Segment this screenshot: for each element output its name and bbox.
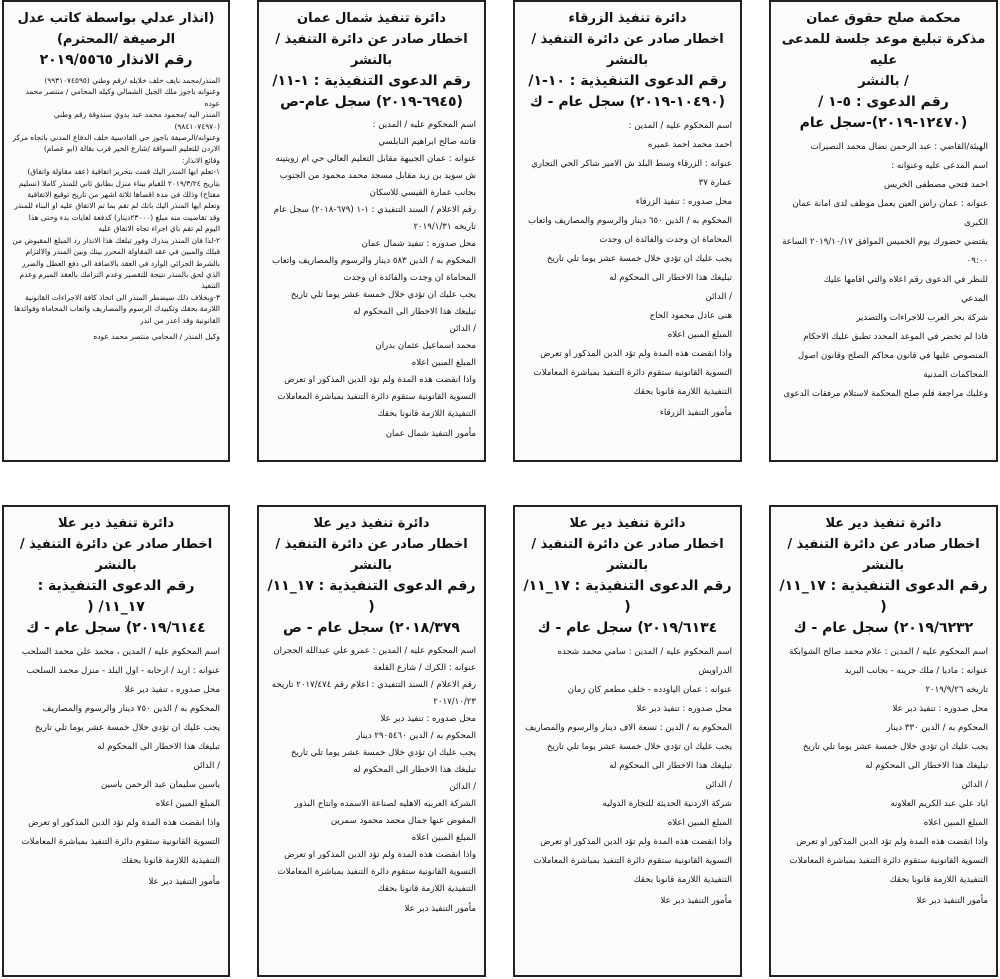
body-line: عنوانه : الزرقاء وسط البلد ش الامير شاكر الحي التجاري عمارة ٣٧ [531, 159, 732, 188]
body-line: اسم المحكوم عليه / المدين : [628, 121, 732, 131]
notice-signature: مأمور التنفيذ الزرقاء [659, 408, 732, 418]
body-line: ياسين سليمان عبد الرحمن ياسين [101, 780, 220, 790]
body-line: المنذر اليه /محمود محمد عبد بدوي سندوقة رقم وطني (٩٨٤١٠٧٤٩٧٠) [53, 110, 220, 131]
body-line: المحكوم به / الدين ٢٩٠٥٤٦٠ دينار [356, 731, 476, 741]
body-line: يجب عليك ان تؤدي خلال خمسة عشر يوما تلي تاريخ تبليغك هذا الاخطار الى المحكوم له [290, 290, 476, 317]
page-divider [0, 472, 1000, 486]
notice-body [12, 75, 220, 326]
header-line: مذكرة تبليغ موعد جلسة للمدعى عليه [781, 32, 986, 68]
body-line: اسم المدعى عليه وعنوانه : [891, 161, 988, 171]
header-line: (١٢٤٧٠-٢٠١٩)-سجل عام [799, 115, 968, 131]
body-line: / الدائن [193, 761, 220, 771]
body-line: واذا انقضت هذه المدة ولم تؤد الدين المذكور او تعرض التسوية القانونية ستقوم دائرة التنفيذ بمباشرة المعاملات التنفيذية اللازمة قانونا بحقك [277, 850, 476, 894]
body-line: محل صدوره : تنفيذ دير علا [892, 704, 988, 714]
notice-deir-alla-379 [257, 505, 486, 977]
body-line: محل صدوره : تنفيذ شمال عمان [361, 239, 476, 249]
header-line: ٢٠١٩/٦١٤٤) سجل عام - ك [26, 620, 206, 636]
body-line: اسم المحكوم عليه / المدين : سامي محمد شحده الدراويش [557, 647, 732, 676]
body-line: اسم المحكوم عليه / المدين ، محمد علي محمد السلحب [21, 647, 220, 657]
header-line: (١٠٤٩٠-٢٠١٩) سجل عام - ك [529, 94, 726, 110]
body-line: يجب عليك ان تؤدي خلال خمسة عشر يوما تلي تاريخ تبليغك هذا الاخطار الى المحكوم له [290, 748, 476, 775]
header-line: ٢٠١٩/٦١٣٤) سجل عام - ك [537, 620, 718, 636]
notice-header [779, 513, 988, 639]
body-line: وعنوانه/الرصيفة باجوز حي القادسية خلف الدفاع المدني باتجاه مركز الاردن للتعليم السواقة /شارع الخير قرب بقالة (ابو عصام) [12, 133, 220, 154]
body-line: ٢-لذا فان المنذر ينذرك وفور تبلغك هذا الانذار رد المبلغ المقبوض من قبلك والمبين في عقد المقاولة المحرر بينك وبين المنذر والالتزام بالشرط الجزائي الوارد في العقد بالاضافة الى دفع العطل والضرر الذي لحق بالمنذر نتيجة للتقصير وعدم التزامك بالعقد المبرم وعدم التنفيذ [12, 235, 220, 291]
notice-header [779, 8, 988, 134]
header-line: الرصيفة /المحترم) [56, 32, 176, 47]
notice-body [523, 117, 732, 402]
body-line: واذا انقضت هذه المدة ولم تؤد الدين المذكور او تعرض التسوية القانونية ستقوم دائرة التنفيذ بمباشرة المعاملات التنفيذية اللازمة قانونا بحقك [277, 375, 476, 419]
body-line: ٣-وبخلاف ذلك سيضطر المنذر الى اتخاذ كافة الاجراءات القانونية اللازمة بحقك وتكبيدك الرسوم والمصاريف واتعاب المحاماة وفوائدها القانونية وقد اعذر من انذر [14, 292, 220, 325]
body-line: هنى عادل محمود الحاج [649, 311, 732, 321]
body-line: يجب عليك ان تؤدي خلال خمسة عشر يوما تلي تاريخ تبليغك هذا الاخطار الى المحكوم له [802, 742, 988, 771]
notice-body [267, 117, 476, 423]
body-line: المحكوم به / الدين ٣٣٠ دينار [886, 723, 988, 733]
body-line: واذا انقضت هذه المدة ولم تؤد الدين المذكور او تعرض التسوية القانونية ستقوم دائرة التنفيذ بمباشرة المعاملات التنفيذية اللازمة قانونا بحقك [533, 837, 732, 885]
notice-deir-alla-6134 [513, 505, 742, 977]
header-line: دائرة تنفيذ الزرقاء [568, 11, 687, 26]
header-line: دائرة تنفيذ شمال عمان [297, 11, 446, 26]
body-line: يقتضي حضورك يوم الخميس الموافق ٢٠١٩/١٠/١٧ الساعة ٠٩:٠٠ [782, 237, 988, 266]
notice-court-summons [769, 0, 998, 462]
body-line: المحكوم به / الدين ٥٨٣ دينار والرسوم والمصاريف واتعاب المحاماة ان وجدت والفائدة ان وجدت [272, 256, 476, 283]
notice-zarqa-execution [513, 0, 742, 462]
header-line: رقم الدعوى التنفيذية : ١٧_١١/ ( [779, 578, 988, 615]
notice-deir-alla-6232 [769, 505, 998, 977]
notice-signature: وكيل المنذر / المحامي منتصر محمد عوده [93, 331, 220, 341]
body-line: محل صدوره : تنفيذ الزرقاء [635, 197, 732, 207]
body-line: المحكوم به / الدين ٧٥٠ دينار والرسوم والمصاريف [42, 704, 220, 714]
header-line: رقم الدعوى التنفيذية : ١٧_١١/ ( [523, 578, 732, 615]
header-line: دائرة تنفيذ دير علا [57, 516, 175, 531]
notice-body [779, 138, 988, 404]
header-line: / بالنشر [858, 74, 909, 89]
body-line: للنظر في الدعوى رقم اعلاه والتي اقامها عليك [823, 275, 988, 285]
body-line: وعليك مراجعة قلم صلح المحكمة لاستلام مرفقات الدعوى [783, 389, 988, 399]
body-line: الهيئة/القاضي : عبد الرحمن نضال محمد النصيرات [810, 142, 988, 152]
body-line: محل صدوره : تنفيذ دير علا [380, 714, 476, 724]
notice-legal-warning [2, 0, 230, 462]
header-line: دائرة تنفيذ دير علا [313, 516, 430, 531]
body-line: / الدائن [705, 780, 732, 790]
notice-body [779, 643, 988, 890]
body-line: تاريخه ٢٠١٩/٩/٢٦ [925, 685, 988, 695]
notice-deir-alla-6144 [2, 505, 230, 977]
header-line: (انذار عدلي بواسطة كاتب عدل [17, 11, 215, 26]
body-line: اسم المحكوم عليه / المدين : علام محمد صالح الشوابكة [789, 647, 988, 657]
header-line: اخطار صادر عن دائرة التنفيذ / بالنشر [275, 537, 468, 573]
body-line: / الدائن [705, 292, 732, 302]
header-line: اخطار صادر عن دائرة التنفيذ / بالنشر [531, 32, 724, 68]
body-line: المحكوم به / الدين ٦٥٠ دينار والرسوم والمصاريف واتعاب المحاماة ان وجدت والفائدة ان وجدت [528, 216, 732, 245]
notice-header [12, 8, 220, 71]
body-line: رقم الاعلام / السند التنفيذي : اعلام رقم ٢٠١٧/٤٧٤ تاريخه ٢٠١٧/١٠/٢٣ [271, 680, 476, 707]
header-line: ٢٠١٨/٣٧٩) سجل عام - ص [283, 620, 460, 636]
body-line: المبلغ المبين اعلاه [923, 818, 988, 828]
body-line: المدعي [961, 294, 988, 304]
notice-north-amman-execution [257, 0, 486, 462]
body-line: شركة بحر العرب للاجراءات والتصدير [856, 313, 988, 323]
notice-body [12, 643, 220, 871]
header-line: (٦٩٤٥-٢٠١٩) سجل عام-ص [280, 94, 463, 110]
notice-header [267, 8, 476, 113]
body-line: اسم المحكوم عليه / المدين : عمرو علي عبدالله الحجران [273, 646, 476, 656]
header-line: دائرة تنفيذ دير علا [825, 516, 942, 531]
body-line: عنوانه : اربد / ارحابه - اول البلد - منزل محمد السلحب [26, 666, 220, 676]
body-line: عنوانه : عمان الياودده - خلف مطعم كان زمان [567, 685, 732, 695]
header-line: محكمة صلح حقوق عمان [806, 11, 961, 26]
notice-signature: مأمور التنفيذ دير علا [660, 896, 732, 906]
body-line: يجب عليك ان تؤدي خلال خمسة عشر يوما تلي تاريخ تبليغك هذا الاخطار الى المحكوم له [546, 742, 732, 771]
body-line: فاذا لم تحضر في الموعد المحدد تطبق عليك الاحكام المنصوص عليها في قانون محاكم الصلح وقانون اصول المحاكمات المدنية [797, 332, 988, 380]
notice-header [523, 513, 732, 639]
header-line: ٢٠١٩/٦٢٣٢) سجل عام - ك [793, 620, 974, 636]
header-line: دائرة تنفيذ دير علا [569, 516, 686, 531]
body-line: وعنوانه باجوز ملك الجبل الشمالي وكيله المحامي / منتصر محمد عوده [25, 87, 220, 108]
header-line: اخطار صادر عن دائرة التنفيذ / بالنشر [787, 537, 980, 573]
body-line: وقائع الانذار: [181, 155, 220, 165]
notice-body [523, 643, 732, 890]
body-line: احمد فتحي مصطفى الخريس [883, 180, 988, 190]
body-line: محمد اسماعيل عثمان بدران [375, 341, 476, 351]
notice-body [267, 643, 476, 898]
notice-signature: مأمور التنفيذ دير علا [404, 904, 476, 914]
body-line: عنوانه : الكرك / شارع القلعة [373, 663, 476, 673]
notice-signature: مأمور التنفيذ دير علا [148, 877, 220, 887]
header-line: رقم الدعوى التنفيذية : ١٧_١١/ ( [267, 578, 476, 615]
body-line: / الدائن [961, 780, 988, 790]
notice-header [523, 8, 732, 113]
body-line: عنوانه : عمان الجبيهة مقابل التعليم العالي حي ام زويتينه ش سويد بن زيد مقابل مسجد محمد محمود من الجنوب بجانب عمارة القيسي للاسكان [275, 154, 476, 198]
body-line: / الدائن [449, 324, 476, 334]
header-line: رقم الدعوى التنفيذية : ١-١١/ [272, 73, 471, 89]
body-line: شركة الاردنية الحديثة للتجارة الدوليه [602, 799, 732, 809]
body-line: احمد محمد احمد عميره [647, 140, 732, 150]
header-line: اخطار صادر عن دائرة التنفيذ / بالنشر [275, 32, 468, 68]
body-line: ١-تعلم ايها المنذر اليك قمت بتحرير اتفاقية (عقد مقاولة واتفاق) بتاريخ ٢٠١٩/٣/٢٤ للقيام ببناء منزل بطابق ثاني للمنذر كاملا (تسليم مفتاح) وذلك في مدة اقصاها ثلاثة اشهر من تاريخ توقيع الاتفاقية وتعلم ايها المنذر اليك بانك لم تقم بما تم الاتفاق عليه او البناء للمنذر وقد تقاضيت منه مبلغ (٢٣٠٠٠دينار) كدفعة لغايات بدء وحتى هذا اليوم لم تقم باي اجراء تجاه الاتفاق عليه [14, 167, 220, 234]
header-line: اخطار صادر عن دائرة التنفيذ / بالنشر [19, 537, 213, 573]
body-line: المبلغ المبين اعلاه [411, 358, 476, 368]
body-line: فاتنه صالح ابراهيم النابلسي [378, 137, 476, 147]
body-line: يجب عليك ان تؤدي خلال خمسة عشر يوما تلي تاريخ تبليغك هذا الاخطار الى المحكوم له [546, 254, 732, 283]
body-line: واذا انقضت هذه المدة ولم تؤد الدين المذكور او تعرض التسوية القانونية ستقوم دائرة التنفيذ بمباشرة المعاملات التنفيذية اللازمة قانونا بحقك [789, 837, 988, 885]
body-line: واذا انقضت هذه المدة ولم تؤد الدين المذكور او تعرض التسوية القانونية ستقوم دائرة التنفيذ بمباشرة المعاملات التنفيذية اللازمة قانونا بحقك [533, 349, 732, 397]
body-line: واذا انقضت هذه المدة ولم تؤد الدين المذكور او تعرض التسوية القانونية ستقوم دائرة التنفيذ بمباشرة المعاملات التنفيذية اللازمة قانونا بحقك [21, 818, 220, 866]
body-line: الشركة العربيه الاهليه لصناعة الاسمده وانتاج البذور المفوض عنها جمال محمد محمود سمرين [294, 799, 476, 826]
notice-header [267, 513, 476, 639]
header-line: رقم الدعوى التنفيذية : ١٠-١/ [528, 73, 727, 89]
body-line: اياد علي عبد الكريم العلاونه [890, 799, 988, 809]
body-line: محل صدوره : تنفيذ دير علا [636, 704, 732, 714]
body-line: المبلغ المبين اعلاه [667, 330, 732, 340]
notice-header [12, 513, 220, 639]
header-line: رقم الدعوى التنفيذية : ١٧_١١/ ( [37, 578, 195, 615]
body-line: المبلغ المبين اعلاه [155, 799, 220, 809]
body-line: عنوانه : عمان راس العين يعمل موظف لدى امانة عمان الكبرى [792, 199, 988, 228]
body-line: يجب عليك ان تؤدي خلال خمسة عشر يوما تلي تاريخ تبليغك هذا الاخطار الى المحكوم له [34, 723, 220, 752]
header-line: رقم الانذار ٢٠١٩/٥٥٦٥ [39, 52, 193, 68]
body-line: المحكوم به / الدين : تسعة الاف دينار والرسوم والمصاريف [525, 723, 732, 733]
notice-signature: مأمور التنفيذ دير علا [916, 896, 988, 906]
notice-signature: مأمور التنفيذ شمال عمان [385, 429, 476, 439]
body-line: / الدائن [449, 782, 476, 792]
body-line: المبلغ المبين اعلاه [411, 833, 476, 843]
header-line: رقم الدعوى : ٥-١ / [818, 94, 949, 110]
body-line: عنوانه : ماديا / ملك جرينه - بجانب البريد [844, 666, 988, 676]
body-line: محل صدوره ، تنفيذ دير علا [124, 685, 220, 695]
body-line: المنذر/محمد نايف خلف خلايله /رقم وطني (٩٩٣١٠٧٤٥٩٥) [44, 76, 220, 85]
header-line: اخطار صادر عن دائرة التنفيذ / بالنشر [531, 537, 724, 573]
body-line: اسم المحكوم عليه / المدين : [372, 120, 476, 130]
body-line: المبلغ المبين اعلاه [667, 818, 732, 828]
body-line: رقم الاعلام / السند التنفيذي : ١-١ (٦٧٩-٢٠١٨) سجل عام تاريخه ٢٠١٩/١/٣١ [273, 205, 476, 232]
